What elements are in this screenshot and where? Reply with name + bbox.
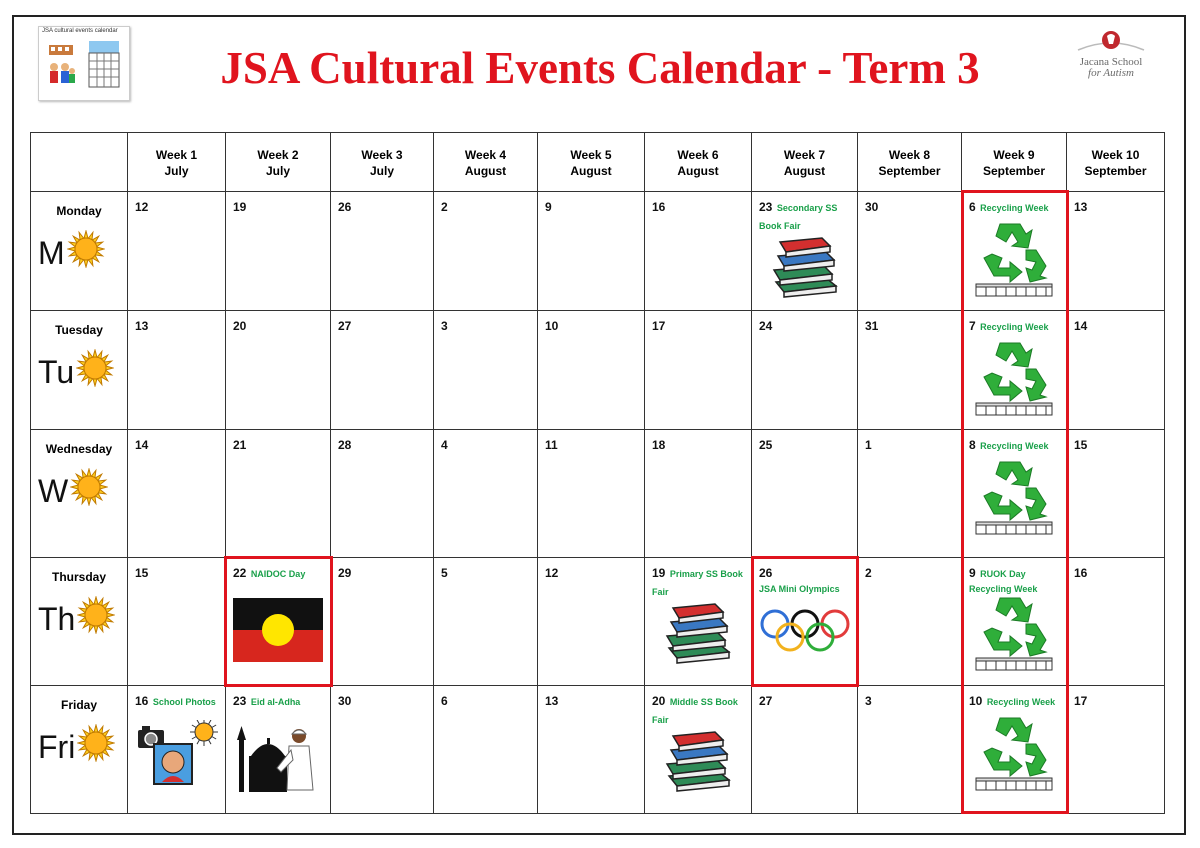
date-cell bbox=[226, 430, 331, 558]
date-cell bbox=[962, 192, 1067, 311]
date-number: 18 bbox=[652, 438, 666, 452]
books-icon bbox=[663, 728, 733, 797]
day-row-friday bbox=[31, 686, 1165, 814]
date-cell bbox=[538, 430, 645, 558]
day-header-cell bbox=[31, 686, 128, 814]
date-cell bbox=[858, 311, 962, 430]
date-cell bbox=[331, 430, 434, 558]
date-number: 30 bbox=[338, 694, 352, 708]
event-label: Recycling Week bbox=[986, 697, 1056, 707]
date-number: 29 bbox=[338, 566, 352, 580]
date-cell bbox=[128, 311, 226, 430]
jacana-bird-icon bbox=[1068, 28, 1154, 52]
day-name: Monday bbox=[56, 204, 102, 218]
date-cell bbox=[962, 686, 1067, 814]
date-cell bbox=[645, 558, 752, 686]
date-cell bbox=[752, 430, 858, 558]
date-number: 13 bbox=[545, 694, 559, 708]
date-number: 15 bbox=[1074, 438, 1088, 452]
recycling-icon bbox=[974, 592, 1054, 677]
date-cell bbox=[128, 192, 226, 311]
date-number: 14 bbox=[135, 438, 149, 452]
date-cell bbox=[645, 430, 752, 558]
date-number: 19 bbox=[233, 200, 247, 214]
sun-icon bbox=[74, 349, 114, 395]
date-cell bbox=[434, 686, 538, 814]
date-cell bbox=[538, 192, 645, 311]
date-cell bbox=[1067, 311, 1165, 430]
date-cell bbox=[1067, 192, 1165, 311]
date-number: 15 bbox=[135, 566, 149, 580]
corner-cell bbox=[31, 133, 128, 192]
sun-icon bbox=[65, 230, 105, 276]
date-cell bbox=[752, 558, 858, 686]
date-number: 20 bbox=[652, 694, 666, 708]
date-cell bbox=[434, 430, 538, 558]
day-row-monday bbox=[31, 192, 1165, 311]
date-number: 28 bbox=[338, 438, 352, 452]
date-number: 3 bbox=[441, 319, 448, 333]
month-label: August bbox=[677, 163, 719, 178]
date-cell bbox=[645, 192, 752, 311]
event-label: Primary SS Book Fair bbox=[652, 569, 743, 597]
day-abbreviation: Th bbox=[38, 600, 76, 637]
day-header-cell bbox=[31, 430, 128, 558]
school-tagline: for Autism bbox=[1088, 67, 1134, 79]
week-label: Week 5 bbox=[570, 147, 612, 162]
week-header-4 bbox=[434, 133, 538, 192]
date-cell bbox=[226, 686, 331, 814]
date-number: 12 bbox=[545, 566, 559, 580]
date-cell bbox=[226, 311, 331, 430]
date-cell bbox=[962, 558, 1067, 686]
date-number: 26 bbox=[759, 566, 773, 580]
date-cell bbox=[752, 311, 858, 430]
date-number: 6 bbox=[969, 200, 976, 214]
date-number: 31 bbox=[865, 319, 879, 333]
month-label: August bbox=[570, 163, 612, 178]
day-abbreviation: M bbox=[38, 234, 65, 271]
date-number: 12 bbox=[135, 200, 149, 214]
day-name: Tuesday bbox=[55, 323, 103, 337]
event-label: Recycling Week bbox=[980, 441, 1049, 451]
day-header-cell bbox=[31, 192, 128, 311]
event-label: School Photos bbox=[152, 697, 216, 707]
date-number: 2 bbox=[441, 200, 448, 214]
date-cell bbox=[1067, 558, 1165, 686]
date-number: 3 bbox=[865, 694, 872, 708]
date-number: 23 bbox=[759, 200, 773, 214]
week-label: Week 6 bbox=[677, 147, 719, 162]
month-label: July bbox=[369, 163, 394, 178]
date-cell bbox=[331, 311, 434, 430]
date-number: 1 bbox=[865, 438, 872, 452]
mosque-icon bbox=[237, 720, 319, 797]
month-label: July bbox=[164, 163, 189, 178]
sun-icon bbox=[68, 468, 108, 514]
week-header-8 bbox=[858, 133, 962, 192]
month-label: September bbox=[878, 163, 941, 178]
week-label: Week 10 bbox=[1091, 147, 1140, 162]
day-header-cell bbox=[31, 558, 128, 686]
event-label: Secondary SS Book Fair bbox=[759, 203, 838, 231]
date-cell bbox=[858, 430, 962, 558]
date-cell bbox=[434, 192, 538, 311]
event-label: RUOK Day bbox=[980, 569, 1026, 579]
date-number: 13 bbox=[135, 319, 149, 333]
date-cell bbox=[752, 686, 858, 814]
school-name: Jacana School bbox=[1079, 56, 1143, 68]
week-header-10 bbox=[1067, 133, 1165, 192]
date-number: 16 bbox=[1074, 566, 1088, 580]
date-cell bbox=[226, 558, 331, 686]
date-number: 25 bbox=[759, 438, 773, 452]
month-label: July bbox=[265, 163, 290, 178]
event-label-secondary: Recycling Week bbox=[969, 584, 1038, 594]
date-cell bbox=[858, 192, 962, 311]
month-label: August bbox=[783, 163, 826, 178]
week-header-9 bbox=[962, 133, 1067, 192]
olympic-rings-icon bbox=[759, 606, 851, 659]
week-label: Week 8 bbox=[888, 147, 931, 162]
date-number: 9 bbox=[969, 566, 976, 580]
date-cell bbox=[858, 558, 962, 686]
date-number: 23 bbox=[233, 694, 247, 708]
date-number: 5 bbox=[441, 566, 448, 580]
date-number: 13 bbox=[1074, 200, 1088, 214]
recycling-icon bbox=[974, 337, 1054, 422]
event-label-secondary: JSA Mini Olympics bbox=[759, 584, 840, 594]
event-label: Recycling Week bbox=[980, 322, 1049, 332]
recycling-icon bbox=[974, 712, 1054, 797]
date-cell bbox=[434, 311, 538, 430]
date-cell bbox=[962, 311, 1067, 430]
date-number: 17 bbox=[1074, 694, 1088, 708]
sun-icon bbox=[75, 596, 115, 642]
week-label: Week 4 bbox=[464, 147, 507, 162]
date-cell bbox=[128, 430, 226, 558]
day-header-cell bbox=[31, 311, 128, 430]
day-name: Thursday bbox=[51, 570, 106, 584]
event-label: NAIDOC Day bbox=[250, 569, 306, 579]
date-number: 22 bbox=[233, 566, 247, 580]
date-number: 24 bbox=[759, 319, 773, 333]
date-number: 8 bbox=[969, 438, 976, 452]
date-cell bbox=[538, 558, 645, 686]
week-label: Week 3 bbox=[361, 147, 403, 162]
day-abbreviation: W bbox=[38, 472, 69, 509]
day-abbreviation: Tu bbox=[38, 353, 75, 390]
date-number: 7 bbox=[969, 319, 976, 333]
books-icon bbox=[770, 234, 840, 303]
week-label: Week 1 bbox=[155, 147, 198, 162]
aboriginal-flag-icon bbox=[233, 598, 323, 667]
date-cell bbox=[645, 686, 752, 814]
day-name: Friday bbox=[60, 698, 97, 712]
date-number: 20 bbox=[233, 319, 247, 333]
logo-caption: JSA cultural events calendar bbox=[42, 28, 118, 34]
month-label: August bbox=[464, 163, 507, 178]
date-cell bbox=[538, 311, 645, 430]
date-number: 2 bbox=[865, 566, 872, 580]
date-number: 16 bbox=[652, 200, 666, 214]
date-number: 6 bbox=[441, 694, 448, 708]
date-number: 16 bbox=[135, 694, 149, 708]
date-number: 26 bbox=[338, 200, 352, 214]
date-number: 19 bbox=[652, 566, 666, 580]
event-label: Recycling Week bbox=[980, 203, 1049, 213]
week-header-1 bbox=[128, 133, 226, 192]
date-cell bbox=[128, 558, 226, 686]
week-header-7 bbox=[752, 133, 858, 192]
date-number: 14 bbox=[1074, 319, 1088, 333]
date-number: 11 bbox=[545, 438, 558, 452]
date-cell bbox=[331, 558, 434, 686]
recycling-icon bbox=[974, 456, 1054, 541]
date-cell bbox=[645, 311, 752, 430]
date-number: 30 bbox=[865, 200, 879, 214]
week-label: Week 2 bbox=[257, 147, 299, 162]
week-label: Week 9 bbox=[993, 147, 1035, 162]
date-number: 17 bbox=[652, 319, 666, 333]
date-cell bbox=[538, 686, 645, 814]
week-header-6 bbox=[645, 133, 752, 192]
date-cell bbox=[128, 686, 226, 814]
week-label: Week 7 bbox=[783, 147, 826, 162]
date-cell bbox=[752, 192, 858, 311]
date-number: 21 bbox=[233, 438, 247, 452]
day-name: Wednesday bbox=[45, 442, 113, 456]
event-label: Middle SS Book Fair bbox=[652, 697, 738, 725]
sun-icon bbox=[75, 724, 115, 770]
date-number: 4 bbox=[441, 438, 448, 452]
date-cell bbox=[331, 192, 434, 311]
date-cell bbox=[1067, 686, 1165, 814]
calendar-table bbox=[30, 132, 1165, 814]
week-header-2 bbox=[226, 133, 331, 192]
day-row-tuesday bbox=[31, 311, 1165, 430]
date-number: 27 bbox=[759, 694, 773, 708]
month-label: September bbox=[1084, 163, 1147, 178]
date-cell bbox=[226, 192, 331, 311]
school-logo bbox=[1068, 28, 1154, 88]
camera-photo-icon bbox=[134, 720, 220, 793]
day-abbreviation: Fri bbox=[38, 728, 76, 765]
date-cell bbox=[858, 686, 962, 814]
month-label: September bbox=[982, 163, 1046, 178]
day-row-thursday bbox=[31, 558, 1165, 686]
event-label: Eid al-Adha bbox=[250, 697, 301, 707]
recycling-icon bbox=[974, 218, 1054, 303]
date-cell bbox=[434, 558, 538, 686]
date-number: 27 bbox=[338, 319, 352, 333]
date-cell bbox=[1067, 430, 1165, 558]
day-row-wednesday bbox=[31, 430, 1165, 558]
date-cell bbox=[331, 686, 434, 814]
date-cell bbox=[962, 430, 1067, 558]
date-number: 10 bbox=[969, 694, 983, 708]
date-number: 10 bbox=[545, 319, 559, 333]
page-title: JSA Cultural Events Calendar - Term 3 bbox=[220, 43, 980, 93]
books-icon bbox=[663, 600, 733, 669]
week-header-row bbox=[31, 133, 1165, 192]
week-header-3 bbox=[331, 133, 434, 192]
week-header-5 bbox=[538, 133, 645, 192]
date-number: 9 bbox=[545, 200, 552, 214]
